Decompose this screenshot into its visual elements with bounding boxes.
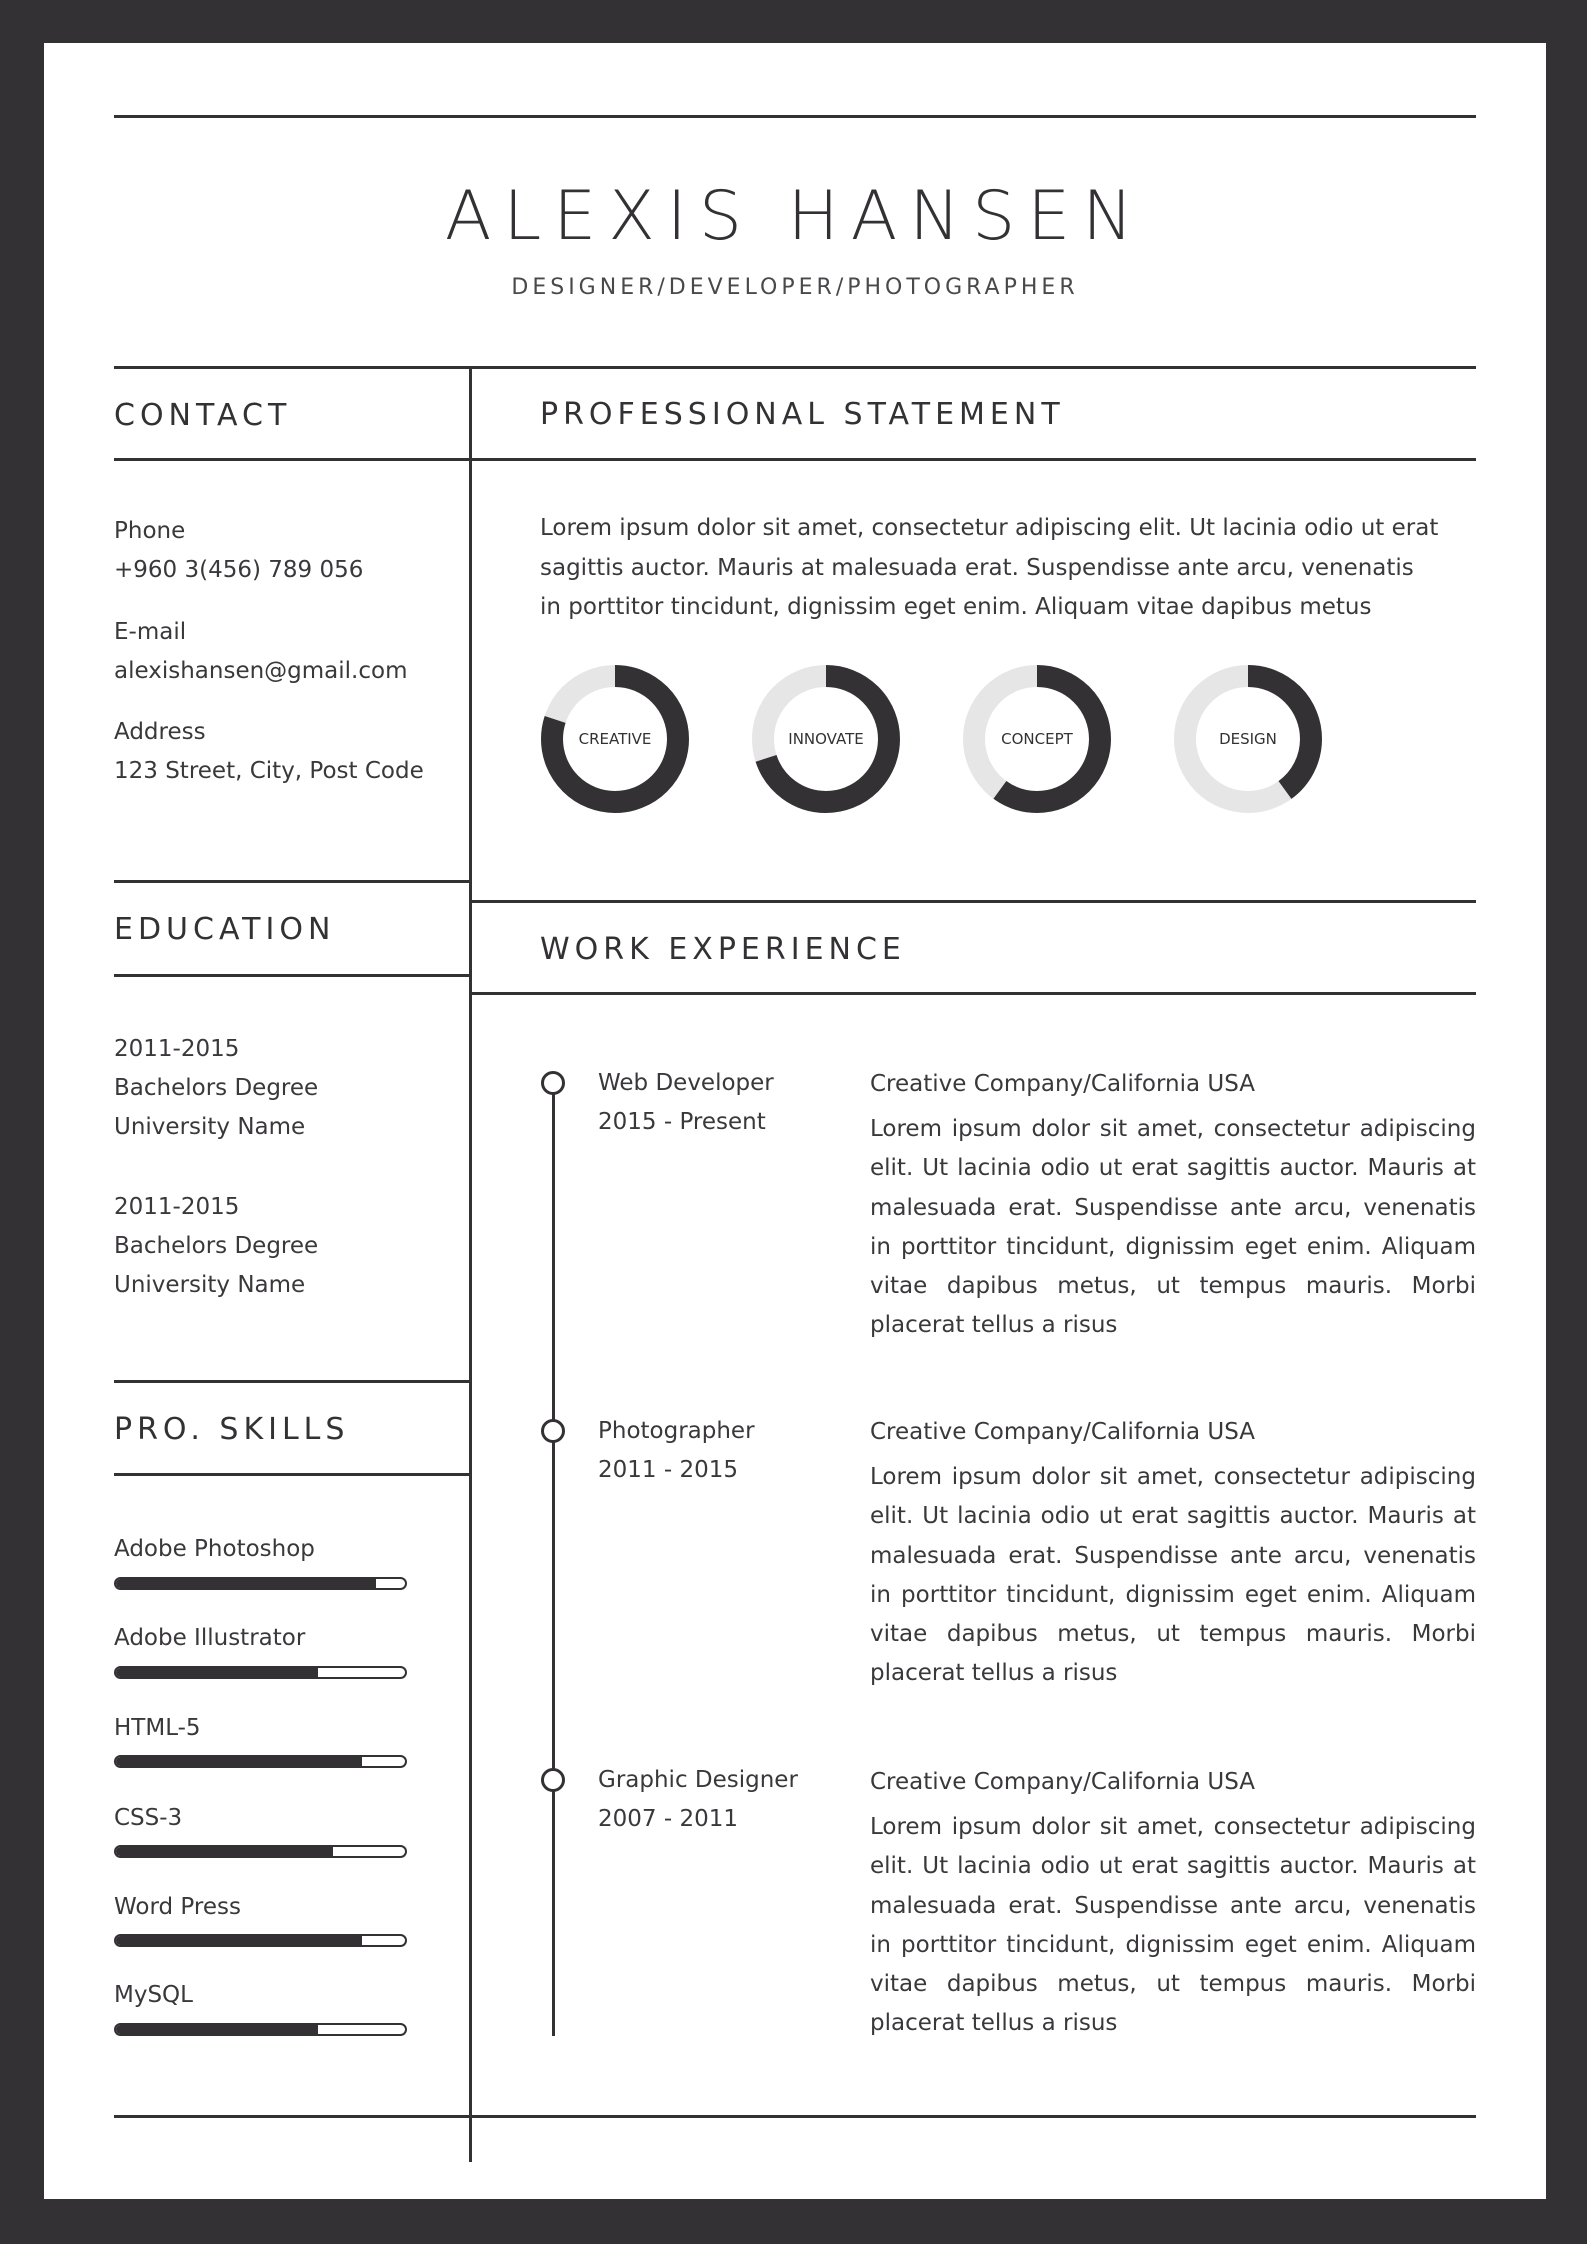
- timeline-dot: [541, 1419, 565, 1443]
- job-company: Creative Company/California USA: [870, 1419, 1256, 1445]
- section-rule-education-top: [114, 880, 471, 883]
- job-title: Web Developer: [598, 1070, 774, 1096]
- person-subtitle: DESIGNER/DEVELOPER/PHOTOGRAPHER: [511, 275, 1079, 300]
- job-description: Lorem ipsum dolor sit amet, consectetur adipiscing elit. Ut lacinia odio ut erat sagittis auctor. Mauris at malesuada erat. Suspendisse ante arcu, venenatis in porttitor tincidunt, dignissim eget enim. Aliquam vitae dapibus metus, ut tempus mauris. Morbi placerat tellus a risus: [870, 1116, 1476, 1339]
- top-rule: [114, 115, 1476, 118]
- skill-bar: [114, 1666, 407, 1679]
- job-period: 2015 - Present: [598, 1109, 766, 1135]
- skill-bar: [114, 1845, 407, 1858]
- skill-label: Adobe Photoshop: [114, 1536, 315, 1562]
- donut-label: CONCEPT: [1001, 730, 1073, 748]
- job-title: Photographer: [598, 1418, 755, 1444]
- job-company: Creative Company/California USA: [870, 1769, 1256, 1795]
- skill-label: HTML-5: [114, 1715, 201, 1741]
- skill-bar-fill: [116, 1936, 362, 1945]
- education-years: 2011-2015: [114, 1194, 240, 1220]
- email-label: E-mail: [114, 619, 187, 645]
- skill-bar-fill: [116, 1847, 333, 1856]
- contact-heading: CONTACT: [114, 398, 292, 433]
- work-heading: WORK EXPERIENCE: [540, 932, 906, 967]
- section-rule-education-bottom: [114, 974, 471, 977]
- timeline-line: [552, 1083, 555, 2036]
- address-value: 123 Street, City, Post Code: [114, 758, 424, 784]
- section-rule-work-top: [469, 900, 1476, 903]
- phone-value: +960 3(456) 789 056: [114, 557, 364, 583]
- person-name: ALEXIS HANSEN: [444, 177, 1146, 256]
- skill-bar-fill: [116, 1668, 318, 1677]
- job-description: Lorem ipsum dolor sit amet, consectetur adipiscing elit. Ut lacinia odio ut erat sagittis auctor. Mauris at malesuada erat. Suspendisse ante arcu, venenatis in porttitor tincidunt, dignissim eget enim. Aliquam vitae dapibus metus, ut tempus mauris. Morbi placerat tellus a risus: [870, 1464, 1476, 1687]
- education-school: University Name: [114, 1272, 306, 1298]
- job-period: 2011 - 2015: [598, 1457, 738, 1483]
- education-years: 2011-2015: [114, 1036, 240, 1062]
- skill-bar: [114, 2023, 407, 2036]
- statement-text: Lorem ipsum dolor sit amet, consectetur adipiscing elit. Ut lacinia odio ut erat sagittis auctor. Mauris at malesuada erat. Suspendisse ante arcu, venenatis in porttitor tincidunt, dignissim eget enim. Aliquam vitae dapibus metus: [540, 515, 1439, 620]
- skill-bar-fill: [116, 1757, 362, 1766]
- timeline-dot: [541, 1071, 565, 1095]
- donut-chart: [540, 664, 690, 814]
- job-description: Lorem ipsum dolor sit amet, consectetur adipiscing elit. Ut lacinia odio ut erat sagittis auctor. Mauris at malesuada erat. Suspendisse ante arcu, venenatis in porttitor tincidunt, dignissim eget enim. Aliquam vitae dapibus metus, ut tempus mauris. Morbi placerat tellus a risus: [870, 1814, 1476, 2037]
- email-value: alexishansen@gmail.com: [114, 658, 408, 684]
- skill-label: CSS-3: [114, 1805, 183, 1831]
- section-rule-work-bottom: [469, 992, 1476, 995]
- column-divider: [469, 366, 472, 2162]
- section-rule-skills-bottom: [114, 1473, 471, 1476]
- job-company: Creative Company/California USA: [870, 1071, 1256, 1097]
- skill-bar: [114, 1934, 407, 1947]
- header-divider: [114, 366, 1476, 369]
- education-degree: Bachelors Degree: [114, 1075, 319, 1101]
- education-school: University Name: [114, 1114, 306, 1140]
- job-period: 2007 - 2011: [598, 1806, 738, 1832]
- donut-label: DESIGN: [1219, 730, 1277, 748]
- donut-chart: [962, 664, 1112, 814]
- education-heading: EDUCATION: [114, 912, 336, 947]
- address-label: Address: [114, 719, 206, 745]
- skill-bar: [114, 1755, 407, 1768]
- statement-heading: PROFESSIONAL STATEMENT: [540, 397, 1065, 432]
- skill-label: Word Press: [114, 1894, 241, 1920]
- bottom-rule: [114, 2115, 1476, 2118]
- donut-label: CREATIVE: [578, 730, 652, 748]
- donut-label: INNOVATE: [788, 730, 864, 748]
- skill-bar-fill: [116, 2025, 318, 2034]
- skill-label: Adobe Illustrator: [114, 1625, 306, 1651]
- job-title: Graphic Designer: [598, 1767, 798, 1793]
- section-rule-contact-statement: [114, 458, 1476, 461]
- phone-label: Phone: [114, 518, 186, 544]
- donut-chart: [751, 664, 901, 814]
- timeline-dot: [541, 1768, 565, 1792]
- skill-bar: [114, 1577, 407, 1590]
- skills-heading: PRO. SKILLS: [114, 1412, 350, 1447]
- education-degree: Bachelors Degree: [114, 1233, 319, 1259]
- skill-label: MySQL: [114, 1982, 193, 2008]
- donut-chart: [1173, 664, 1323, 814]
- skill-bar-fill: [116, 1579, 376, 1588]
- resume-page: [44, 43, 1546, 2199]
- section-rule-skills-top: [114, 1380, 471, 1383]
